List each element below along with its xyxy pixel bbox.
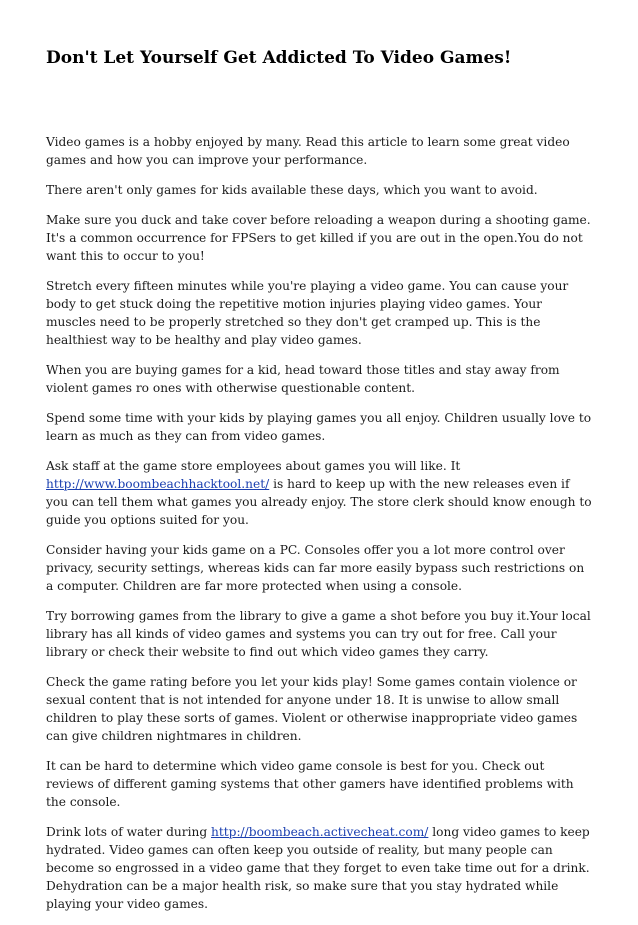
paragraph-text: is hard to keep up with the new releases even if you can tell them what games you already enjoy. The store clerk should know enough to guide you options suited for you. [46, 477, 592, 527]
paragraph-stretch: Stretch every fifteen minutes while you're playing a video game. You can cause your body to get stuck doing the repetitive motion injuries playing video games. Your muscles need to be properly stretched so they don't get cramped up. This is the healthiest way to be healthy and play video games. [46, 279, 569, 347]
boombeach-activecheat-link[interactable]: http://boombeach.activecheat.com/ [211, 825, 429, 839]
article-body [46, 133, 594, 925]
document-title: Don't Let Yourself Get Addicted To Video Games! [46, 48, 512, 68]
paragraph-intro: Video games is a hobby enjoyed by many. Read this article to learn some great video games and how you can improve your performance. [46, 135, 570, 167]
paragraph-buying-for-kid: When you are buying games for a kid, head toward those titles and stay away from violent games ro ones with otherwise questionable content. [46, 363, 560, 395]
boombeachhacktool-link[interactable]: http://www.boombeachhacktool.net/ [46, 477, 270, 491]
paragraph-hydration [46, 823, 594, 913]
paragraph-pc-gaming: Consider having your kids game on a PC. Consoles offer you a lot more control over privacy, security settings, whereas kids can far more easily bypass such restrictions on a computer. Children are far more protected when using a console. [46, 543, 585, 593]
paragraph-text: Drink lots of water during [46, 825, 211, 839]
paragraph-console-choice: It can be hard to determine which video game console is best for you. Check out reviews of different gaming systems that other gamers have identified problems with the console. [46, 759, 574, 809]
paragraph-play-with-kids: Spend some time with your kids by playing games you all enjoy. Children usually love to learn as much as they can from video games. [46, 411, 592, 443]
paragraph-library: Try borrowing games from the library to give a game a shot before you buy it.Your local library has all kinds of video games and systems you can try out for free. Call your library or check their website to find out which video games they carry. [46, 609, 591, 659]
paragraph-game-rating: Check the game rating before you let your kids play! Some games contain violence or sexual content that is not intended for anyone under 18. It is unwise to allow small children to play these sorts of games. Violent or otherwise inappropriate video games can give children nightmares in children. [46, 675, 578, 743]
paragraph-text: long video games to keep hydrated. Video games can often keep you outside of reality, but many people can become so engrossed in a video game that they forget to even take time out for a drink. Dehydration can be a major health risk, so make sure that you stay hydrated while playing your video games. [46, 825, 590, 911]
paragraph-ask-staff [46, 457, 594, 529]
paragraph-take-cover: Make sure you duck and take cover before reloading a weapon during a shooting game. It's a common occurrence for FPSers to get killed if you are out in the open.You do not want this to occur to you! [46, 213, 591, 263]
paragraph-kids-games: There aren't only games for kids available these days, which you want to avoid. [46, 183, 538, 197]
paragraph-text: Ask staff at the game store employees about games you will like. It [46, 459, 461, 473]
